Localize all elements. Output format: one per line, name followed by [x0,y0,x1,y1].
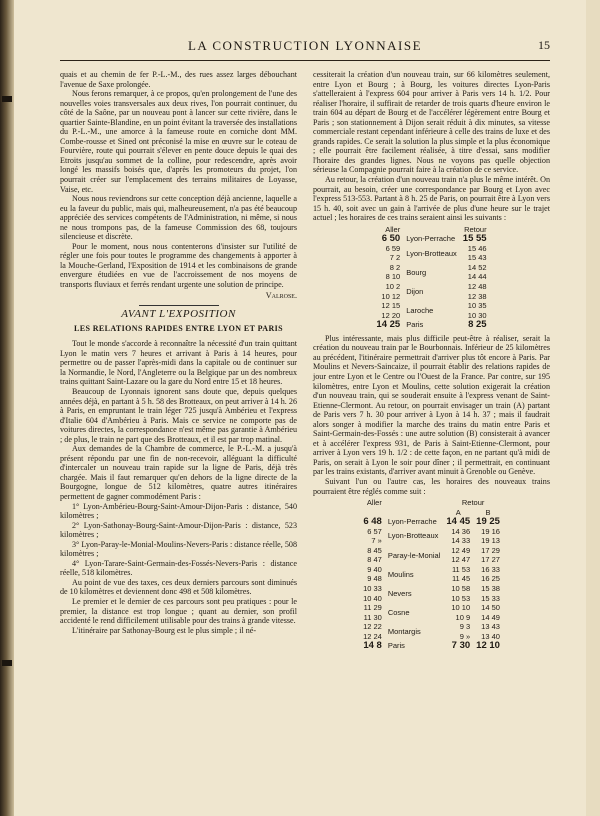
table-row [373,263,489,282]
time-cell: 10 35 [467,301,487,311]
time-cell: 12 22 [363,622,382,632]
paragraph: Aux demandes de la Chambre de commerce, le P.-L.-M. a jusqu'à présent répondu par une fin de non-recevoir, alléguant la difficulté d'intercaler un nouveau train rapide sur la ligne de Paris, déjà très chargée. Mais il faut remarquer qu'en dehors de la ligne directe de la Bourgogne, longue de 512 kilomètres, quatre autres itinéraires permettent de gagner commodément Paris : [60,444,297,501]
right-column [313,70,550,655]
time-cell: 14 49 [481,612,500,622]
paragraph: Nous nous reviendrons sur cette conception déjà ancienne, laquelle a eu la faveur du public, mais qui, malheureusement, n'a pas été beaucoup appréciée des services compétents de l'Administration, ni même, si nous ne nous trompons pas, de la fameuse Commission des 68, toujours silencieuse et discrète. [60,194,297,242]
header-rule [60,60,550,61]
table-row [373,282,489,301]
header-retour: Retour [461,498,485,508]
time-cell: 6 59 [385,243,401,253]
time-cell: 9 3 [459,622,471,632]
paragraph: Le premier et le dernier de ces parcours sont peu pratiques : pour le premier, la distance est trop longue ; quant au dernier, son profil accidenté le rend difficilement utilisable pour des trains à grande vitesse. [60,596,297,626]
paragraph: Pour le moment, nous nous contenterons d'insister sur l'utilité de régler une fois pour toutes le programme des changements à apporter à la Mouche-Gerland, l'Exposition de 1914 et les combinaisons de grande envergure étudiées en vue de l'accroissement de nos moyens de transports fluviaux et ferrés rendant urgente une solution de principe. [60,241,297,290]
section-separator [139,305,219,306]
time-cell: 7 2 [389,253,401,263]
time-cell: 9 48 [367,574,382,584]
time-cell: 12 24 [363,631,382,641]
table-row [373,320,489,330]
time-cell: 10 33 [363,583,382,593]
binding-mark [2,660,12,666]
time-cell: 17 29 [481,545,500,555]
table-row [373,301,489,320]
table-row [360,565,503,584]
time-cell: 13 40 [481,631,500,641]
time-cell: 15 55 [462,233,487,245]
time-cell: 15 33 [481,593,500,603]
timetable-bourbonnais [360,498,503,651]
station-name: Cosne [387,607,410,617]
time-cell: 17 27 [481,555,500,565]
timetable-bourg [373,225,489,330]
paragraph: Tout le monde s'accorde à reconnaître la nécessité d'un train quittant Lyon le matin vers 7 heures et arrivant à Paris à 14 heures, pour permettre ou de passer l'après-midi dans la capitale ou de continuer sur la Normandie, le Nord, l'Angleterre ou la Belgique par un des nombreux trains quittant Saint-Lazare ou la gare du Nord entre 15 et 18 heures. [60,339,297,387]
left-column [60,70,297,635]
time-cell: 8 2 [389,262,401,272]
time-cell: 10 2 [385,282,401,292]
time-cell: 15 46 [467,243,487,253]
table-row [360,584,503,603]
table-row [360,641,503,651]
station-name: Dijon [406,286,424,296]
paragraph: L'itinéraire par Sathonay-Bourg est le plus simple ; il né- [72,625,257,635]
station-name: Paris [387,641,405,651]
section-title: AVANT L'EXPOSITION [121,308,236,321]
paragraph: Suivant l'un ou l'autre cas, les horaires des nouveaux trains pourraient être réglés comme suit : [313,476,550,496]
time-cell: 14 50 [481,603,500,613]
time-cell: 8 10 [385,272,401,282]
time-cell: 14 52 [467,262,487,272]
time-cell: 10 10 [451,603,471,613]
header-b: B [485,507,491,517]
time-cell: 15 43 [467,253,487,263]
time-cell: 10 12 [381,291,401,301]
header-aller: Aller [385,224,401,234]
table-row [360,603,503,622]
book-spine [0,0,14,816]
time-cell: 14 33 [451,536,471,546]
time-cell: 6 50 [381,233,401,245]
time-cell: 14 45 [446,516,471,528]
time-cell: 10 58 [451,583,471,593]
time-cell: 12 47 [451,555,471,565]
time-cell: 14 44 [467,272,487,282]
page-number: 15 [538,38,550,52]
time-cell: 10 30 [467,310,487,320]
table-row [360,622,503,641]
time-cell: 7 30 [451,640,471,652]
time-cell: 11 53 [451,564,471,574]
time-cell: 16 25 [481,574,500,584]
header-a: A [455,507,461,517]
time-cell: 11 30 [363,612,382,622]
table-row [360,527,503,546]
table-row [360,517,503,527]
time-cell: 13 43 [481,622,500,632]
time-cell: 12 20 [381,310,401,320]
table-row [360,546,503,565]
station-name: Lyon-Brotteaux [406,248,457,258]
time-cell: 6 57 [367,526,382,536]
time-cell: 14 8 [363,640,382,652]
time-cell: 12 10 [476,640,500,652]
station-name: Paris [406,320,424,330]
paragraph: cessiterait la création d'un nouveau train, sur 66 kilomètres seulement, entre Lyon et Bourg ; à Bourg, les voitures directes Lyon-Paris s'attelleraient à l'express 604 pour arriver à Paris vers 14 h. 1/2. Pour réaliser l'horaire, il suffirait de retarder de trois quarts d'heure environ le train 604 au départ de Bourg et de l'accélérer légèrement entre Bourg et Paris ; son stationnement à Dijon serait réduit à dix minutes, sa vitesse commerciale restant cependant inférieure à celle des trains de luxe et des grands rapides. Ce serait la solution la plus simple et la plus économique ; elle pourrait être facilement réalisée, à titre d'essai, sans modifier l'horaire des grandes lignes. Nous ne voyons pas quelle objection sérieuse la Compagnie pourrait faire à la création de ce service. [313,70,550,175]
station-name: Lyon-Brotteaux [387,531,439,541]
paragraph: Nous ferons remarquer, à ce propos, qu'en prolongement de l'une des nouvelles voies transversales aux deux rives, l'on pourrait continuer, du côté de la Saône, par un nouveau pont à lancer sur cette rivière, dans le quartier Sainte-Blandine, en un point évitant la traversée des installations du P.-L.-M., une amorce à la fameuse route en corniche dont MM. Combe-rousse et Sined ont préconisé la mise en œuvre sur le coteau de Fourvière, route qui pourrait s'élever en pente douce depuis le quai des Etroits jusqu'au sommet de la colline, pour redescendre, après avoir longé les massifs boisés que, d'après les promoteurs du projet, l'on pourrait créer sur l'emplacement des terrains militaires de Loyasse, Vaise, etc. [60,89,297,194]
paragraph: Beaucoup de Lyonnais ignorent sans doute que, depuis quelques années déjà, en partant à 5 h. 58 des Brotteaux, on peut arriver à 14 h. 26 à Paris, en empruntant le train léger 725 jusqu'à Ambérieu et l'express d'Italie 604 d'Ambérieu à Paris. Mais ce service ne comporte pas de voitures directes, la correspondance n'est même pas garantie à Ambérieu ; de plus, le train ne part que des Brotteaux, et il est par trop matinal. [60,386,297,444]
time-cell: 12 49 [451,545,471,555]
time-cell: 7 » [371,536,382,546]
time-cell: 19 25 [476,516,500,528]
journal-title: LA CONSTRUCTION LYONNAISE [187,38,423,53]
time-cell: 9 » [459,631,471,641]
time-cell: 12 48 [467,282,487,292]
time-cell: 11 29 [363,603,382,613]
paragraph: Plus intéressante, mais plus difficile peut-être à réaliser, serait la création du nouveau train par le Bourbonnais. Inférieur de 25 kilomètres au précédent, l'itinéraire permettrait d'arriver plus tôt encore à Paris. Par Moulins et Nevers-Saincaize, il pourrait établir des relations rapides de jour entre Lyon et le Centre ou l'Ouest de la France. Par contre, sur 195 kilomètres, entre Lyon et Moulins, cette solution exigerait la création d'un nouveau train, qui se souderait ensuite à l'express venant de Saint-Etienne-Clermont. Au retour, on pourrait envisager un train (A) partant de Paris vers 7 h. 30 pour arriver à Lyon à 14 h. 37 ; mais il faudrait alors songer à modifier la marche des trains du matin entre Paris et Saint-Germain-des-Fossés : une autre solution (B) consisterait à avancer et à accélérer l'express 931, de Paris à Saint-Etienne-Clermont, pour arriver à Lyon vers 19 h. 1/2 : de cette façon, en ne partant qu'à midi de Paris, on serait à Lyon le soir pour dîner ; il permettrait, en continuant par les trains existants, d'arriver avant minuit à Grenoble ou Genève. [313,333,550,477]
station-name: Montargis [387,626,421,636]
paragraph: quais et au chemin de fer P.-L.-M., des rues assez larges débouchant l'avenue de Saxe prolongée. [60,70,297,89]
section-subtitle: LES RELATIONS RAPIDES ENTRE LYON ET PARIS [73,323,284,333]
time-cell: 14 25 [376,319,401,331]
time-cell: 8 47 [367,555,382,565]
route-item: 1° Lyon-Ambérieu-Bourg-Saint-Amour-Dijon-Paris : distance, 540 kilomètres ; [60,501,297,521]
time-cell: 6 48 [363,516,382,528]
paragraph: Au retour, la création d'un nouveau train n'a plus le même intérêt. On pourrait, au besoin, créer une correspondance par Bourg et Lyon avec l'express 513-553. Partant à 8 h. 25 de Paris, on pourrait être à Lyon vers 15 h. 40, soit avec un gain à l'arrivée de plus d'une heure sur le trajet actuel ; les horaires de ces trains seraient ainsi les suivants : [313,175,550,223]
time-cell: 19 16 [481,526,500,536]
station-name: Bourg [406,267,427,277]
header-aller: Aller [366,498,382,508]
time-cell: 8 25 [468,319,487,331]
station-name: Moulins [387,569,414,579]
time-cell: 9 40 [367,564,382,574]
table-row [373,234,489,244]
time-cell: 11 45 [451,574,471,584]
station-name: Paray-le-Monial [387,550,441,560]
station-name: Lyon-Perrache [406,234,456,244]
table-row [373,244,489,263]
time-cell: 15 38 [481,583,500,593]
time-cell: 10 40 [363,593,382,603]
station-name: Nevers [387,588,412,598]
route-item: 4° Lyon-Tarare-Saint-Germain-des-Fossés-Nevers-Paris : distance réelle, 518 kilomètres. [60,558,297,578]
time-cell: 8 45 [367,545,382,555]
time-cell: 16 33 [481,564,500,574]
binding-mark [2,96,12,102]
time-cell: 19 13 [481,536,500,546]
time-cell: 12 15 [381,301,401,311]
time-cell: 10 53 [451,593,471,603]
time-cell: 12 38 [467,291,487,301]
route-item: 2° Lyon-Sathonay-Bourg-Saint-Amour-Dijon-Paris : distance, 523 kilomètres ; [60,520,297,540]
time-cell: 14 36 [451,526,471,536]
station-name: Laroche [406,305,434,315]
station-name: Lyon-Perrache [387,517,437,527]
header-retour: Retour [464,224,487,234]
paragraph: Au point de vue des taxes, ces deux derniers parcours sont diminués de 10 kilomètres et deviennent donc 498 et 508 kilomètres. [60,577,297,597]
running-header [60,38,550,58]
time-cell: 10 9 [455,612,471,622]
route-item: 3° Lyon-Paray-le-Monial-Moulins-Nevers-Paris : distance réelle, 508 kilomètres ; [60,539,297,559]
signature: Valrose. [265,290,297,300]
